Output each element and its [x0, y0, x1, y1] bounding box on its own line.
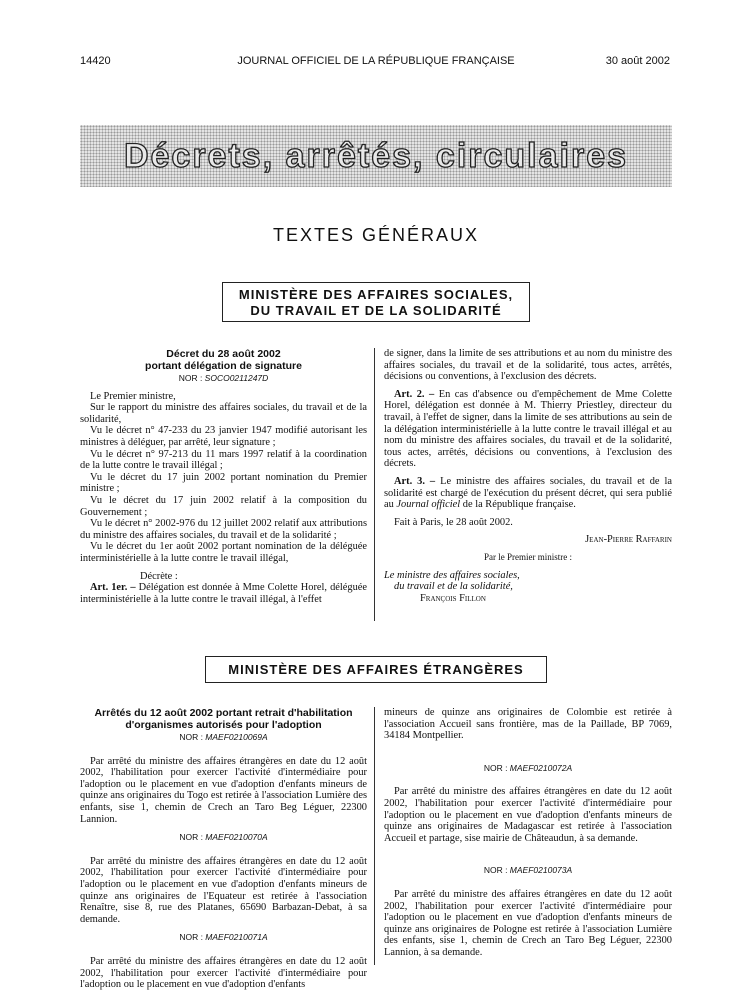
minister-title: Le ministre des affaires sociales, [384, 569, 520, 581]
paragraph: Le Premier ministre, [90, 390, 176, 402]
arrete-text: Par arrêté du ministre des affaires étrangères en date du 12 août 2002, l'habilitation pour exercer l'activité d'intermédiaire pour l'adoption ou le placement en vue d'adoption d'enfants mineurs de quinze ans originaires de l'Equateur est retirée à l'association Renaître, sise 8, rue des Platanes, 65690 Barbazan-Debat, à sa demande. [80, 855, 367, 925]
article-3: Art. 3. – Le ministre des affaires sociales, du travail et de la solidarité est chargé de l'exécution du présent décret, qui sera publié au Journal officiel de la République française. [384, 475, 673, 511]
article-label: Art. 2. – [394, 388, 435, 400]
paragraph: Sur le rapport du ministre des affaires sociales, du travail et de la solidarité, [80, 402, 367, 425]
nor-code: SOCO0211247D [204, 373, 269, 383]
arrete-nor: NOR : MAEF0210070A [179, 832, 268, 843]
article-label: Art. 1er. – [90, 582, 136, 594]
arrete-nor: NOR : MAEF0210072A [483, 762, 573, 773]
nor-code: MAEF0210070A [205, 832, 268, 843]
article-1-continued: de signer, dans la limite de ses attributions et au nom du ministre des affaires sociales, du travail et de la solidarité, tous actes, arrêtés, décisions ou conventions, à l'exclusion des décrets. [384, 348, 672, 383]
arrete-nor: NOR : MAEF0210069A [179, 732, 268, 742]
article-1: Art. 1er. – Délégation est donnée à Mme Colette Horel, déléguée interministérielle à la lutte contre le travail illégal, à l'effet [80, 582, 367, 605]
ministry-line: MINISTÈRE DES AFFAIRES ÉTRANGÈRES [228, 662, 524, 677]
article-label: Art. 3. – [394, 475, 436, 487]
arretes-column-left [80, 707, 367, 991]
arrete-text-continued: mineurs de quinze ans originaires de Colombie est retirée à l'association Accueil sans frontière, mas de la Paillade, BP 7069, 34184 Montpellier. [384, 707, 672, 742]
decree-subtitle: portant délégation de signature [145, 360, 302, 372]
nor-code: MAEF0210071A [205, 932, 268, 943]
decree-nor: NOR : SOCO0211247D [178, 373, 269, 383]
minister-title: du travail et de la solidarité, [394, 581, 513, 593]
decrete: Décrète : [140, 570, 178, 582]
ministry-box-social [222, 282, 530, 322]
nor-code: MAEF0210072A [509, 762, 573, 773]
arrete-nor: NOR : MAEF0210073A [483, 865, 573, 876]
arrete-text: Par arrêté du ministre des affaires étrangères en date du 12 août 2002, l'habilitation pour exercer l'activité d'intermédiaire pour l'adoption ou le placement en vue d'adoption d'enfants mineurs de quinze ans originaires du Togo est retirée à l'association Lumière des enfants, sise 1, chemin de Crech an Taro Beg Léguer, 22300 Lannion. [80, 755, 367, 825]
paragraph: Vu le décret n° 2002-976 du 12 juillet 2002 relatif aux attributions du ministre des affaires sociales, du travail et de la solidarité ; [80, 518, 367, 541]
paragraph: Vu le décret du 1er août 2002 portant nomination de la déléguée interministérielle à la lutte contre le travail illégal, [80, 541, 367, 564]
column-divider [374, 707, 375, 965]
arretes-column-right [384, 707, 672, 959]
column-divider [374, 348, 375, 621]
paragraph: Vu le décret du 17 juin 2002 portant nomination du Premier ministre ; [80, 471, 367, 495]
signatory-pm: Jean-Pierre Raffarin [585, 534, 672, 546]
article-2: Art. 2. – En cas d'absence ou d'empêchement de Mme Colette Horel, délégation est donnée à M. Thierry Priestley, directeur du travail, à l'effet de signer, dans la limite de ses attributions au sein de la délégation interministérielle à la lutte contre le travail illégal et au nom du ministre des affaires sociales, du travail et de la solidarité, tous actes, arrêtés, décisions ou conventions, à l'exclusion des décrets. [384, 388, 672, 470]
issue-date: 30 août 2002 [605, 55, 670, 67]
section-banner [80, 125, 672, 187]
ministry-box-foreign [205, 656, 547, 683]
section-title: TEXTES GÉNÉRAUX [272, 225, 480, 245]
place-date: Fait à Paris, le 28 août 2002. [394, 516, 513, 528]
arrete-nor: NOR : MAEF0210071A [179, 932, 268, 943]
arrete-text: Par arrêté du ministre des affaires étrangères en date du 12 août 2002, l'habilitation pour exercer l'activité d'intermédiaire pour l'adoption ou le placement en vue d'adoption d'enfants [80, 955, 367, 991]
paragraph: Vu le décret n° 47-233 du 23 janvier 1947 modifié autorisant les ministres à déléguer, par arrêté, leur signature ; [80, 425, 367, 448]
ministry-line: DU TRAVAIL ET DE LA SOLIDARITÉ [250, 303, 502, 318]
journal-title: JOURNAL OFFICIEL DE LA RÉPUBLIQUE FRANÇAISE [237, 55, 515, 67]
banner-title: Décrets, arrêtés, circulaires [123, 136, 629, 175]
arretes-subtitle: d'organismes autorisés pour l'adoption [125, 719, 322, 731]
decree-column-right [384, 348, 672, 604]
arrete-text: Par arrêté du ministre des affaires étrangères en date du 12 août 2002, l'habilitation pour exercer l'activité d'intermédiaire pour l'adoption ou le placement en vue d'adoption d'enfants mineurs de quinze ans originaires de Pologne est retirée à l'association Lumière des enfants, sise 1, chemin de Crech an Taro Beg Léguer, 22300 Lannion, à sa demande. [384, 888, 672, 958]
decree-column-left [80, 348, 367, 605]
minister-name: François Fillon [420, 592, 486, 604]
page-number: 14420 [80, 55, 111, 67]
journal-officiel: Journal officiel [396, 499, 461, 511]
paragraph: Vu le décret du 17 juin 2002 relatif à la composition du Gouvernement ; [80, 494, 367, 518]
decree-title: Décret du 28 août 2002 [166, 348, 281, 360]
by-pm: Par le Premier ministre : [484, 551, 572, 562]
arrete-text: Par arrêté du ministre des affaires étrangères en date du 12 août 2002, l'habilitation pour exercer l'activité d'intermédiaire pour l'adoption ou le placement en vue d'adoption d'enfants mineurs de quinze ans originaires de Madagascar est retirée à l'association Accueil et partage, sise mairie de Châteaudun, à sa demande. [384, 786, 672, 844]
nor-code: MAEF0210069A [205, 732, 268, 742]
arretes-title: Arrêtés du 12 août 2002 portant retrait d'habilitation [94, 707, 353, 719]
paragraph: Vu le décret n° 97-213 du 11 mars 1997 relatif à la coordination de la lutte contre le travail illégal ; [80, 448, 367, 472]
nor-code: MAEF0210073A [509, 865, 573, 876]
ministry-line: MINISTÈRE DES AFFAIRES SOCIALES, [238, 287, 514, 302]
